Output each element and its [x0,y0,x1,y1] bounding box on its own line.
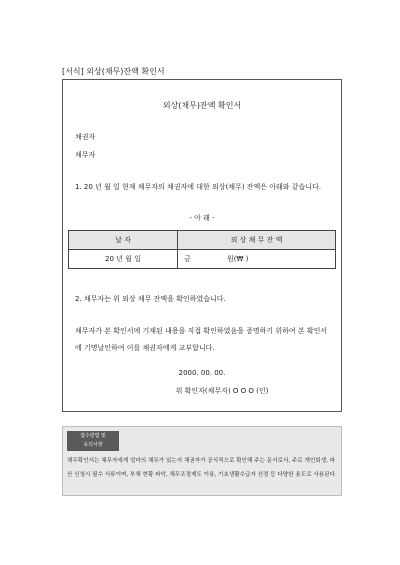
balance-header: 외 상 채 무 잔 액 [178,231,336,250]
date-header: 날 자 [69,231,178,250]
paragraph-3: 채무자가 본 확인서에 기재된 내용을 직접 확인하였음을 증명하기 위하여 본 확인서에 기명날인하여 이를 채권자에게 교부합니다. [75,327,328,352]
amount-value: 원(₩ ) [227,255,249,263]
date-cell: 20 년 월 일 [69,250,178,269]
guidance-tag-line-1: 접수방법 및 [80,433,106,439]
amount-cell [178,250,336,269]
paragraph-2: 2. 채무자는 위 외상 채무 잔액을 확인하였습니다. [75,295,226,303]
amount-prefix: 금 [184,255,191,263]
section-heading: - 아 래 - [189,214,215,222]
date-line: 2000. 00. 00. [178,369,226,377]
paragraph-1: 1. 20 년 월 일 현재 채무자의 채권자에 대한 외상(채무) 잔액은 아래와 같습니다. [75,183,322,191]
document-title: 외상(채무)잔액 확인서 [162,101,242,110]
creditor-label: 채권자 [75,133,96,141]
debtor-label: 채무자 [75,151,96,159]
form-label: [서식] 외상(채무)잔액 확인서 [62,67,165,76]
guidance-text: 채무확인서는 채무자에게 얼마의 채무가 있는지 채권자가 공식적으로 확인해 주는 문서로서, 주로 개인회생, 파산 신청시 필수 서류이며, 부채 현황 파악, 채무조정제도 이용, 기초생활수급자 선정 등 다양한 용도로 사용된다. [67,458,337,478]
table-header-row [69,231,336,250]
signer-line: 위 확인자(채무자) O O O (인) [175,387,269,395]
guidance-tag [67,431,119,451]
table-row [69,250,336,269]
guidance-box [62,426,342,496]
guidance-tag-line-2: 유의사항 [83,442,103,448]
document-frame [62,79,342,412]
balance-table [68,230,336,269]
